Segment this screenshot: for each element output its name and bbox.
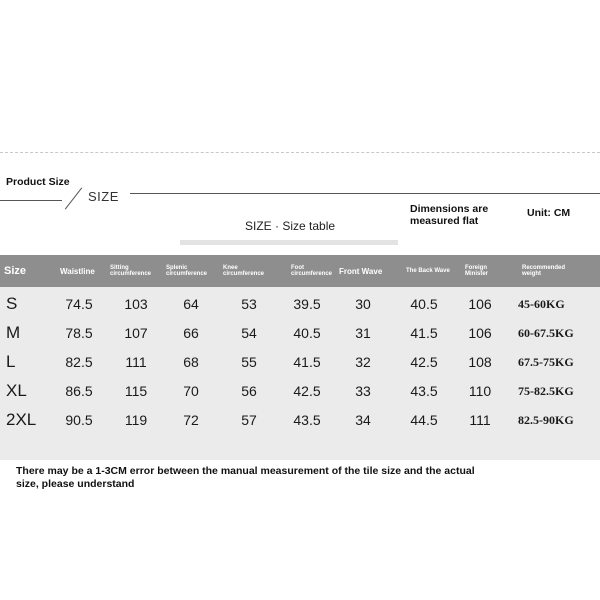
size-table (0, 255, 600, 460)
weight-cell: 82.5-90KG (518, 412, 574, 427)
column-header-waistline: Waistline (60, 266, 95, 276)
measurement-cell: 31 (355, 325, 371, 341)
measurement-cell: 32 (355, 354, 371, 370)
column-header-knee: Knee circumference (223, 264, 265, 277)
table-row (0, 319, 600, 347)
measurement-cell: 72 (183, 412, 199, 428)
unit-label: Unit: CM (527, 207, 571, 219)
measurement-cell: 42.5 (410, 354, 438, 370)
measurement-cell: 56 (241, 383, 257, 399)
measurement-cell: 103 (124, 296, 148, 312)
size-cell: L (6, 352, 16, 371)
measurement-cell: 106 (468, 325, 492, 341)
measurement-cell: 40.5 (293, 325, 321, 341)
table-row (0, 348, 600, 376)
measurement-cell: 41.5 (410, 325, 438, 341)
table-row (0, 290, 600, 318)
column-header-splenic: Splenic circumference (166, 264, 208, 277)
measurement-cell: 53 (241, 296, 257, 312)
measurement-cell: 70 (183, 383, 199, 399)
measurement-cell: 43.5 (293, 412, 321, 428)
size-cell: XL (6, 381, 27, 400)
table-row (0, 406, 600, 434)
size-cell: S (6, 294, 18, 313)
table-title: SIZE · Size table (245, 219, 336, 233)
column-header-sitting: Sitting circumference (110, 264, 152, 277)
measurement-cell: 34 (355, 412, 371, 428)
measurement-cell: 86.5 (65, 383, 93, 399)
column-header-front-wave: Front Wave (339, 266, 383, 276)
measurement-cell: 111 (469, 412, 491, 428)
measurement-cell: 110 (468, 383, 492, 399)
measurement-cell: 106 (468, 296, 492, 312)
measurement-cell: 57 (241, 412, 257, 428)
column-header-size: Size (4, 264, 27, 277)
dashed-divider (0, 152, 600, 153)
table-title-underline (180, 240, 398, 245)
measurement-cell: 119 (124, 412, 148, 428)
measurement-cell: 66 (183, 325, 199, 341)
product-size-label: Product Size (6, 176, 70, 188)
column-header-foreign-minister: Foreign Minister (465, 264, 489, 277)
measurement-cell: 40.5 (410, 296, 438, 312)
column-header-foot: Foot circumference (291, 264, 333, 277)
dimensions-note: Dimensions are measured flat (410, 203, 489, 227)
weight-cell: 60-67.5KG (518, 325, 574, 340)
measurement-cell: 33 (355, 383, 371, 399)
weight-cell: 67.5-75KG (518, 354, 574, 369)
measurement-cell: 74.5 (65, 296, 93, 312)
measurement-cell: 39.5 (293, 296, 321, 312)
header-rule-right (130, 193, 600, 194)
measurement-cell: 44.5 (410, 412, 438, 428)
measurement-cell: 30 (355, 296, 371, 312)
size-cell: 2XL (6, 410, 37, 429)
measurement-cell: 41.5 (293, 354, 321, 370)
measurement-cell: 90.5 (65, 412, 93, 428)
measurement-cell: 108 (468, 354, 492, 370)
measurement-cell: 115 (124, 383, 148, 399)
table-row (0, 377, 600, 405)
measurement-cell: 64 (183, 296, 199, 312)
table-header-row (0, 255, 600, 287)
measurement-cell: 107 (124, 325, 148, 341)
header-slash (65, 188, 82, 210)
size-heading: SIZE (88, 189, 119, 204)
measurement-cell: 55 (241, 354, 257, 370)
weight-cell: 75-82.5KG (518, 383, 574, 398)
measurement-cell: 43.5 (410, 383, 438, 399)
measurement-cell: 54 (241, 325, 257, 341)
measurement-cell: 82.5 (65, 354, 93, 370)
header-rule-left (0, 200, 62, 201)
column-header-recommended-weight: Recommended weight (522, 264, 566, 277)
measurement-cell: 68 (183, 354, 199, 370)
measurement-cell: 78.5 (65, 325, 93, 341)
disclaimer-text: There may be a 1-3CM error between the manual measurement of the tile size and the actual size, please understand (16, 465, 475, 490)
measurement-cell: 111 (125, 354, 147, 370)
weight-cell: 45-60KG (518, 296, 565, 311)
size-cell: M (6, 323, 21, 342)
column-header-back-wave: The Back Wave (406, 267, 450, 274)
measurement-cell: 42.5 (293, 383, 321, 399)
